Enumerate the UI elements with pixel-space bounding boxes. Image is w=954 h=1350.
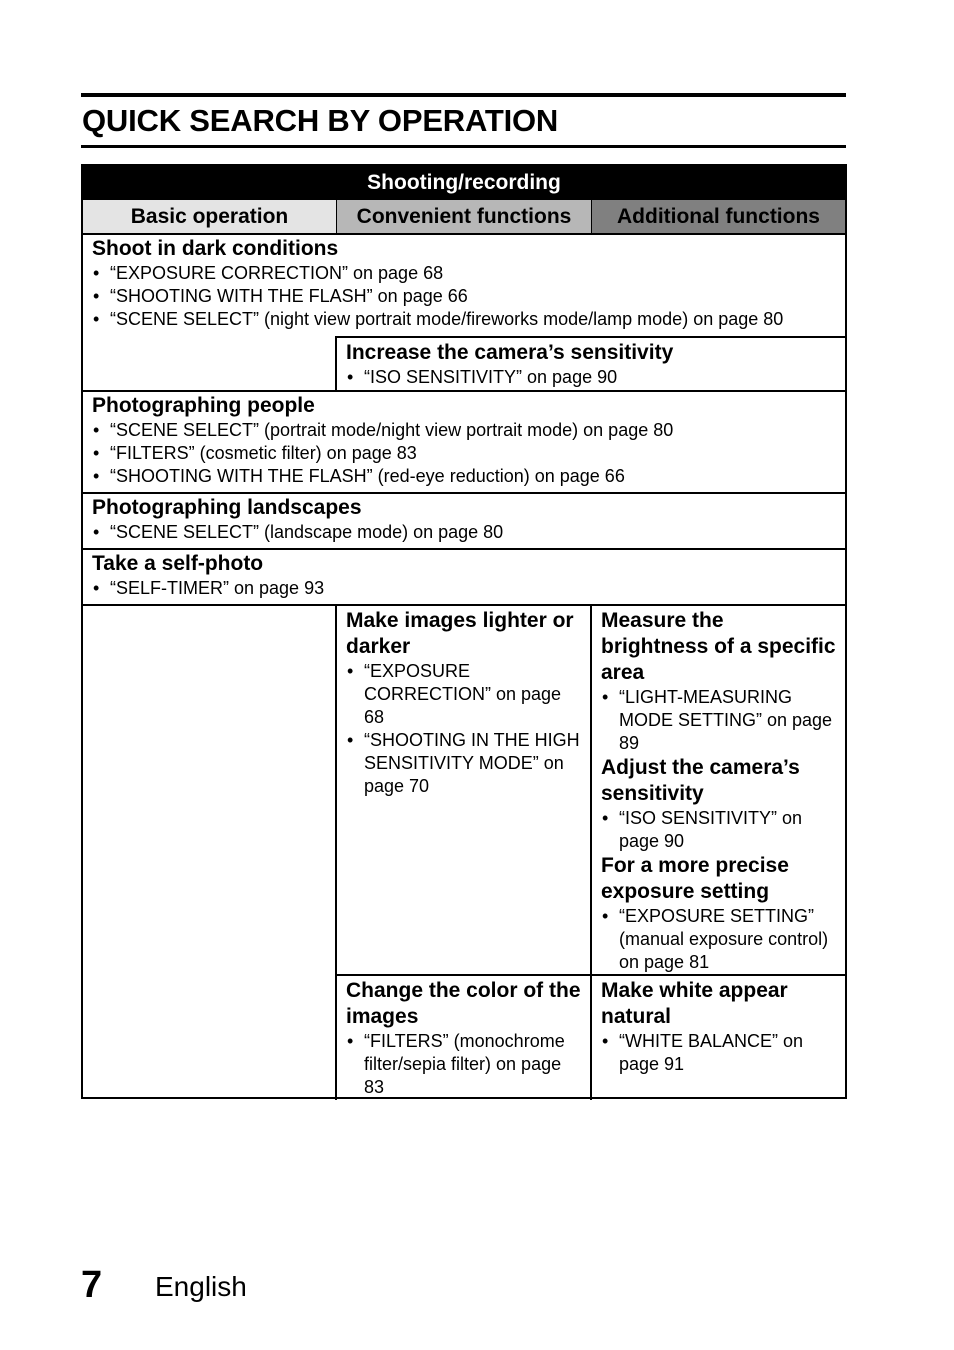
reference-list bbox=[346, 660, 581, 798]
page-number: 7 bbox=[81, 1264, 103, 1306]
row-photographing-landscapes bbox=[83, 494, 845, 550]
reference-list bbox=[92, 262, 836, 331]
reference-list bbox=[601, 1030, 836, 1076]
list-item: • “ISO SENSITIVITY” on page 90 bbox=[601, 807, 836, 853]
column-header-convenient-functions: Convenient functions bbox=[337, 200, 592, 235]
list-item: • “EXPOSURE CORRECTION” on page 68 bbox=[92, 262, 836, 285]
list-item: • “FILTERS” (monochrome filter/sepia filter) on page 83 bbox=[346, 1030, 581, 1099]
reference-list bbox=[601, 807, 836, 853]
list-item: • “SCENE SELECT” (portrait mode/night view portrait mode) on page 80 bbox=[92, 419, 836, 442]
row-heading: Photographing landscapes bbox=[92, 496, 362, 519]
list-item: • “WHITE BALANCE” on page 91 bbox=[601, 1030, 836, 1076]
cell-change-color bbox=[337, 974, 592, 1100]
column-header-additional-functions: Additional functions bbox=[592, 200, 845, 235]
quick-search-table bbox=[81, 164, 847, 1099]
cell-heading: Measure the brightness of a specific area bbox=[601, 609, 836, 684]
list-item: • “LIGHT-MEASURING MODE SETTING” on page 89 bbox=[601, 686, 836, 755]
title-top-rule bbox=[81, 93, 846, 97]
row-photographing-people bbox=[83, 392, 845, 494]
title-bottom-rule bbox=[81, 145, 846, 148]
page-title: QUICK SEARCH BY OPERATION bbox=[82, 103, 559, 138]
cell-heading: Change the color of the images bbox=[346, 979, 581, 1028]
list-item: • “SELF-TIMER” on page 93 bbox=[92, 577, 836, 600]
row-heading: Increase the camera’s sensitivity bbox=[346, 341, 674, 364]
reference-list bbox=[346, 1030, 581, 1099]
cell-lighter-or-darker bbox=[337, 606, 592, 974]
language-label: English bbox=[155, 1271, 247, 1302]
cell-heading: Make images lighter or darker bbox=[346, 609, 574, 658]
list-item: • “SHOOTING WITH THE FLASH” (red-eye reduction) on page 66 bbox=[92, 465, 836, 488]
list-item: • “ISO SENSITIVITY” on page 90 bbox=[346, 366, 836, 389]
list-item: • “EXPOSURE SETTING” (manual exposure control) on page 81 bbox=[601, 905, 836, 974]
reference-list bbox=[92, 419, 836, 488]
row-shoot-in-dark bbox=[83, 235, 845, 336]
column-header-basic-operation: Basic operation bbox=[83, 200, 337, 235]
row-take-self-photo bbox=[83, 550, 845, 606]
cell-white-natural bbox=[592, 974, 845, 1100]
row-heading: Photographing people bbox=[92, 394, 315, 417]
list-item: • “SHOOTING IN THE HIGH SENSITIVITY MODE” on page 70 bbox=[346, 729, 581, 798]
cell-heading: For a more precise exposure setting bbox=[601, 854, 789, 903]
table-header-shooting-recording: Shooting/recording bbox=[83, 166, 845, 200]
list-item: • “SCENE SELECT” (landscape mode) on page 80 bbox=[92, 521, 836, 544]
list-item: • “SCENE SELECT” (night view portrait mode/fireworks mode/lamp mode) on page 80 bbox=[92, 308, 836, 331]
cell-heading: Make white appear natural bbox=[601, 979, 788, 1028]
reference-list bbox=[92, 577, 836, 600]
cell-additional-exposure bbox=[592, 606, 845, 974]
reference-list bbox=[92, 521, 836, 544]
row-heading: Shoot in dark conditions bbox=[92, 237, 339, 260]
cell-heading: Adjust the camera’s sensitivity bbox=[601, 756, 800, 805]
reference-list bbox=[601, 905, 836, 974]
row-increase-sensitivity bbox=[337, 336, 845, 392]
list-item: • “FILTERS” (cosmetic filter) on page 83 bbox=[92, 442, 836, 465]
empty-cell bbox=[83, 336, 337, 392]
row-heading: Take a self-photo bbox=[92, 552, 264, 575]
list-item: • “EXPOSURE CORRECTION” on page 68 bbox=[346, 660, 581, 729]
empty-cell bbox=[83, 606, 337, 1100]
list-item: • “SHOOTING WITH THE FLASH” on page 66 bbox=[92, 285, 836, 308]
reference-list bbox=[346, 366, 836, 389]
reference-list bbox=[601, 686, 836, 755]
